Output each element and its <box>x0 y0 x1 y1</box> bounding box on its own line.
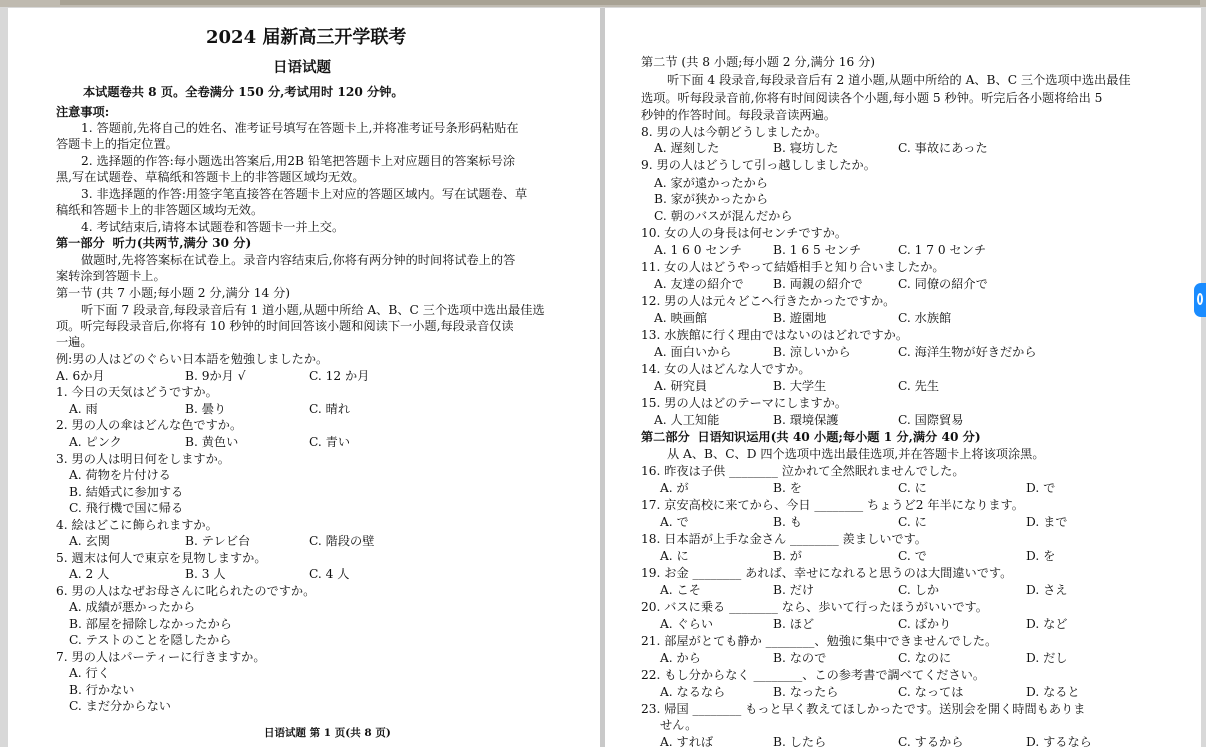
option: C. 先生 <box>898 379 940 393</box>
part1-heading <box>56 235 251 251</box>
viewer-tab-strip <box>60 0 1200 5</box>
option: B. 両親の紹介で <box>773 277 863 291</box>
option: A. 成績が悪かったから <box>69 600 196 614</box>
option: B. 大学生 <box>773 379 827 393</box>
question: 15. 男の人はどのテーマにしますか。 <box>641 396 848 410</box>
option: C. 青い <box>309 435 351 449</box>
option: A. 映画館 <box>654 311 708 325</box>
question: 11. 女の人はどうやって結婚相手と知り合いましたか。 <box>641 260 945 274</box>
notice-line: 稿纸和答题卡上的非答题区域均无效。 <box>56 203 264 217</box>
question: 5. 週末は何人で東京を見物しますか。 <box>56 551 267 565</box>
page-footer: 日语试题 第 1 页(共 8 页) <box>264 727 391 739</box>
option: A. に <box>660 549 689 563</box>
link-icon <box>1197 293 1203 305</box>
part1-desc: 案转涂到答题卡上。 <box>56 269 166 283</box>
option: B. も <box>773 515 802 529</box>
option: A. 玄関 <box>69 534 110 548</box>
option: A. 2 人 <box>69 567 110 581</box>
option: A. すれば <box>660 735 714 747</box>
option: B. なったら <box>773 685 839 699</box>
option: B. 部屋を掃除しなかったから <box>69 617 232 631</box>
notice-heading: 注意事项: <box>56 105 110 119</box>
option: A. 友達の紹介で <box>654 277 744 291</box>
option: B. 遊園地 <box>773 311 827 325</box>
option: C. 海洋生物が好きだから <box>898 345 1037 359</box>
option: B. 環境保護 <box>773 413 839 427</box>
option: B. を <box>773 481 802 495</box>
option: B. したら <box>773 735 827 747</box>
question: 23. 帰国 ________ もっと早く教えてほしかったです。送別会を開く時間もありま <box>641 702 1086 716</box>
option: A. から <box>660 651 701 665</box>
part2-heading <box>641 429 981 445</box>
option: C. 水族館 <box>898 311 952 325</box>
section2-desc: 秒钟的作答时间。每段录音读两遍。 <box>641 108 836 122</box>
side-panel-toggle[interactable] <box>1194 283 1206 317</box>
option: A. 研究員 <box>654 379 708 393</box>
exam-subtitle: 日语试题 <box>273 59 331 76</box>
option: D. を <box>1026 549 1056 563</box>
option: B. 曇り <box>185 402 227 416</box>
option: C. まだ分からない <box>69 699 171 713</box>
option: B. ほど <box>773 617 815 631</box>
question: 13. 水族館に行く理由ではないのはどれですか。 <box>641 328 909 342</box>
question-continued: せん。 <box>660 718 698 732</box>
option: B. 家が狭かったから <box>654 192 769 206</box>
question: 10. 女の人の身長は何センチですか。 <box>641 226 848 240</box>
option: B. テレビ台 <box>185 534 251 548</box>
option: D. など <box>1026 617 1068 631</box>
option: A. 6か月 <box>56 369 105 383</box>
option: B. 黄色い <box>185 435 239 449</box>
question: 4. 絵はどこに飾られますか。 <box>56 518 218 532</box>
part2-title: 日语知识运用(共 40 小题;每小题 1 分,满分 40 分) <box>697 430 981 444</box>
question: 22. もし分からなく ________、この参考書で調べてください。 <box>641 668 986 682</box>
option: D. するなら <box>1026 735 1092 747</box>
option: B. 涼しいから <box>773 345 851 359</box>
option: D. なると <box>1026 685 1080 699</box>
section1-desc: 项。听完每段录音后,你将有 10 秒钟的时间回答该小题和阅读下一小题,每段录音仅读 <box>56 319 514 333</box>
question: 18. 日本語が上手な金さん ________ 羨ましいです。 <box>641 532 927 546</box>
section2-heading: 第二节 (共 8 小题;每小题 2 分,满分 16 分) <box>641 55 876 69</box>
notice-line: 答题卡上的指定位置。 <box>56 137 178 151</box>
option: C. 事故にあった <box>898 141 988 155</box>
option: C. 4 人 <box>309 567 350 581</box>
option: A. が <box>660 481 689 495</box>
option: B. 9か月 √ <box>185 369 246 383</box>
option: A. 荷物を片付ける <box>69 468 171 482</box>
question: 12. 男の人は元々どこへ行きたかったですか。 <box>641 294 896 308</box>
option: C. するから <box>898 735 964 747</box>
question: 2. 男の人の傘はどんな色ですか。 <box>56 418 243 432</box>
option: A. 雨 <box>69 402 98 416</box>
page-1 <box>8 8 600 747</box>
option: C. に <box>898 515 927 529</box>
question: 8. 男の人は今朝どうしましたか。 <box>641 125 828 139</box>
part1-label: 第一部分 <box>56 236 105 250</box>
option: C. しか <box>898 583 940 597</box>
part2-desc: 从 A、B、C、D 四个选项中选出最佳选项,并在答题卡上将该项涂黑。 <box>667 447 1045 461</box>
option: C. 同僚の紹介で <box>898 277 988 291</box>
option: D. まで <box>1026 515 1068 529</box>
option: A. 1 6 0 センチ <box>654 243 742 257</box>
notice-line: 2. 选择题的作答:每小题选出答案后,用2B 铅笔把答题卡上对应题目的答案标号涂 <box>81 154 516 168</box>
option: C. に <box>898 481 927 495</box>
exam-info: 本试题卷共 8 页。全卷满分 150 分,考试用时 120 分钟。 <box>83 85 404 99</box>
question: 1. 今日の天気はどうですか。 <box>56 385 218 399</box>
part1-title: 听力(共两节,满分 30 分) <box>112 236 252 250</box>
option: A. ぐらい <box>660 617 714 631</box>
option: B. だけ <box>773 583 815 597</box>
notice-line: 3. 非选择题的作答:用签字笔直接答在答题卡上对应的答题区域内。写在试题卷、草 <box>81 187 528 201</box>
option: C. ばかり <box>898 617 952 631</box>
option: B. 寝坊した <box>773 141 839 155</box>
question: 14. 女の人はどんな人ですか。 <box>641 362 811 376</box>
part1-desc: 做题时,先将答案标在试卷上。录音内容结束后,你将有两分钟的时间将试卷上的答 <box>81 253 516 267</box>
option: C. で <box>898 549 927 563</box>
option: B. なので <box>773 651 827 665</box>
page-2 <box>605 8 1201 747</box>
option: C. なのに <box>898 651 952 665</box>
option: C. なっては <box>898 685 964 699</box>
option: A. 家が遠かったから <box>654 176 769 190</box>
option: B. 3 人 <box>185 567 226 581</box>
notice-line: 黑,写在试题卷、草稿纸和答题卡上的非答题区域均无效。 <box>56 170 365 184</box>
section1-desc: 听下面 7 段录音,每段录音后有 1 道小题,从题中所给 A、B、C 三个选项中选出最佳选 <box>81 303 545 317</box>
option: C. 飛行機で国に帰る <box>69 501 184 515</box>
option: C. 階段の壁 <box>309 534 375 548</box>
option: C. 国際貿易 <box>898 413 964 427</box>
question: 19. お金 ________ あれば、幸せになれると思うのは大間違いです。 <box>641 566 1013 580</box>
exam-title: 2024 届新高三开学联考 <box>206 27 407 48</box>
option: C. テストのことを隠したから <box>69 633 232 647</box>
part2-label: 第二部分 <box>641 430 690 444</box>
option: B. 1 6 5 センチ <box>773 243 862 257</box>
option: A. こそ <box>660 583 701 597</box>
question: 21. 部屋がとても静か ________、勉強に集中できませんでした。 <box>641 634 998 648</box>
option: D. だし <box>1026 651 1068 665</box>
option: C. 12 か月 <box>309 369 370 383</box>
option: C. 晴れ <box>309 402 351 416</box>
example-question: 例:男の人はどのぐらい日本語を勉強しましたか。 <box>56 352 329 366</box>
section2-desc: 听下面 4 段录音,每段录音后有 2 道小题,从题中所给的 A、B、C 三个选项中选出最佳 <box>667 73 1131 87</box>
question: 16. 昨夜は子供 ________ 泣かれて全然眠れませんでした。 <box>641 464 965 478</box>
option: A. 遅刻した <box>654 141 720 155</box>
option: A. 行く <box>69 666 110 680</box>
section1-desc: 一遍。 <box>56 335 93 349</box>
option: A. で <box>660 515 689 529</box>
section1-heading: 第一节 (共 7 小题;每小题 2 分,满分 14 分) <box>56 286 291 300</box>
question: 7. 男の人はパーティーに行きますか。 <box>56 650 266 664</box>
viewer-top-bar <box>0 0 1206 7</box>
option: A. なるなら <box>660 685 726 699</box>
question: 3. 男の人は明日何をしますか。 <box>56 452 230 466</box>
option: B. 行かない <box>69 683 135 697</box>
notice-line: 4. 考试结束后,请将本试题卷和答题卡一并上交。 <box>81 220 345 234</box>
question: 17. 京安高校に来てから、今日 ________ ちょうど2 年半になります。 <box>641 498 1024 512</box>
option: A. 人工知能 <box>654 413 720 427</box>
question: 20. バスに乗る ________ なら、歩いて行ったほうがいいです。 <box>641 600 988 614</box>
question: 6. 男の人はなぜお母さんに叱られたのですか。 <box>56 584 316 598</box>
question: 9. 男の人はどうして引っ越ししましたか。 <box>641 158 876 172</box>
option: C. 1 7 0 センチ <box>898 243 987 257</box>
option: C. 朝のバスが混んだから <box>654 209 793 223</box>
option: D. で <box>1026 481 1056 495</box>
option: A. 面白いから <box>654 345 732 359</box>
option: B. が <box>773 549 802 563</box>
option: B. 結婚式に参加する <box>69 485 184 499</box>
notice-line: 1. 答题前,先将自己的姓名、准考证号填写在答题卡上,并将准考证号条形码粘贴在 <box>81 121 519 135</box>
section2-desc: 选项。听每段录音前,你将有时间阅读各个小题,每小题 5 秒钟。听完后各小题将给出 5 <box>641 91 1103 105</box>
option: A. ピンク <box>69 435 122 449</box>
option: D. さえ <box>1026 583 1068 597</box>
